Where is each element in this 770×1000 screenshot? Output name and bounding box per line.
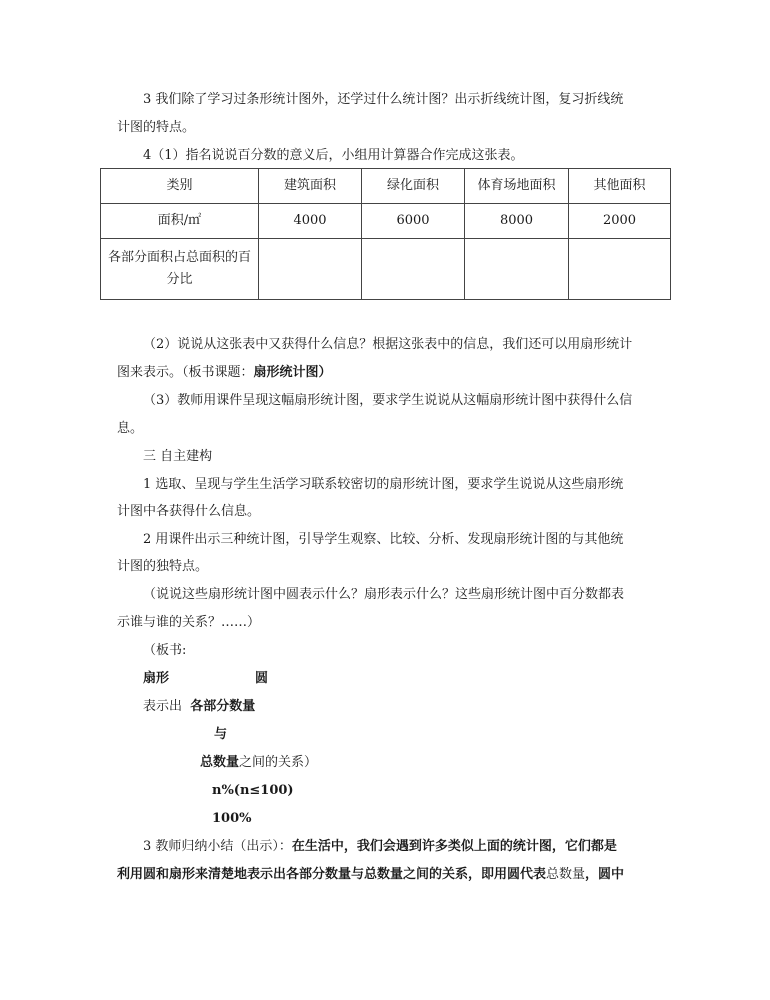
board-percent-text: n%(n≤100) [212,783,294,798]
table-cell [569,239,671,300]
paragraph-line: （3）教师用课件呈现这幅扇形统计图，要求学生说说从这幅扇形统计图中获得什么信 [143,393,633,408]
paragraph-line: 计图的独特点。 [117,559,209,574]
summary-plain-text: 总数量 [546,867,586,882]
table-cell [259,239,362,300]
board-relation-text: 之间的关系） [239,755,318,770]
paragraph-text: 3 教师归纳小结（出示）： [143,839,292,854]
table-cell: 4000 [259,204,362,239]
section-heading: 三 自主建构 [143,449,213,464]
paragraph-line: （板书: [143,643,187,658]
table-cell: 2000 [569,204,671,239]
board-100-text: 100% [212,811,252,826]
area-table [100,168,671,300]
table-row [101,204,671,239]
paragraph-line: 4（1）指名说说百分数的意义后，小组用计算器合作完成这张表。 [143,148,524,163]
table-header-row [101,169,671,204]
paragraph-line: 3 我们除了学习过条形统计图外，还学过什么统计图？出示折线统计图，复习折线统 [143,92,624,107]
paragraph-line [117,364,332,382]
board-sector-label: 扇形 [143,671,170,686]
board-parts-text: 各部分数量 [190,699,256,714]
paragraph-line: （说说这些扇形统计图中圆表示什么？扇形表示什么？这些扇形统计图中百分数都表 [143,587,625,602]
table-header-cell: 其他面积 [569,169,671,204]
board-and-text: 与 [214,727,228,742]
board-show-text: 表示出 [143,699,183,714]
paragraph-line [143,838,617,856]
table-header-cell: 类别 [101,169,259,204]
paragraph-line: （2）说说从这张表中又获得什么信息？根据这张表中的信息，我们还可以用扇形统计 [143,337,633,352]
lesson-title-text: 扇形统计图） [253,365,332,380]
board-line [200,754,317,772]
board-circle-label: 圆 [255,671,269,686]
paragraph-line: 2 用课件出示三种统计图，引导学生观察、比较、分析、发现扇形统计图的与其他统 [143,532,624,547]
board-total-text: 总数量 [200,755,240,770]
table-header-cell: 绿化面积 [362,169,465,204]
table-cell [465,239,569,300]
table-header-cell: 建筑面积 [259,169,362,204]
paragraph-line: 计图中各获得什么信息。 [117,504,261,519]
summary-text: ，圆中 [585,867,625,882]
summary-text: 在生活中，我们会遇到许多类似上面的统计图，它们都是 [291,839,617,854]
paragraph-text: 图来表示。（板书课题： [117,365,254,380]
paragraph-line: 计图的特点。 [117,120,196,135]
board-line [143,698,255,716]
table-row [101,239,671,300]
paragraph-line: 示谁与谁的关系？……） [117,615,261,630]
table-cell: 8000 [465,204,569,239]
table-cell: 面积/㎡ [101,204,259,239]
table-cell: 6000 [362,204,465,239]
table-cell: 各部分面积占总面积的百分比 [101,239,259,300]
table-cell [362,239,465,300]
paragraph-line [117,866,624,884]
paragraph-line: 息。 [117,421,144,436]
summary-text: 利用圆和扇形来清楚地表示出各部分数量与总数量之间的关系，即用圆代表 [117,867,547,882]
paragraph-line: 1 选取、呈现与学生生活学习联系较密切的扇形统计图，要求学生说说从这些扇形统 [143,477,624,492]
table-header-cell: 体育场地面积 [465,169,569,204]
